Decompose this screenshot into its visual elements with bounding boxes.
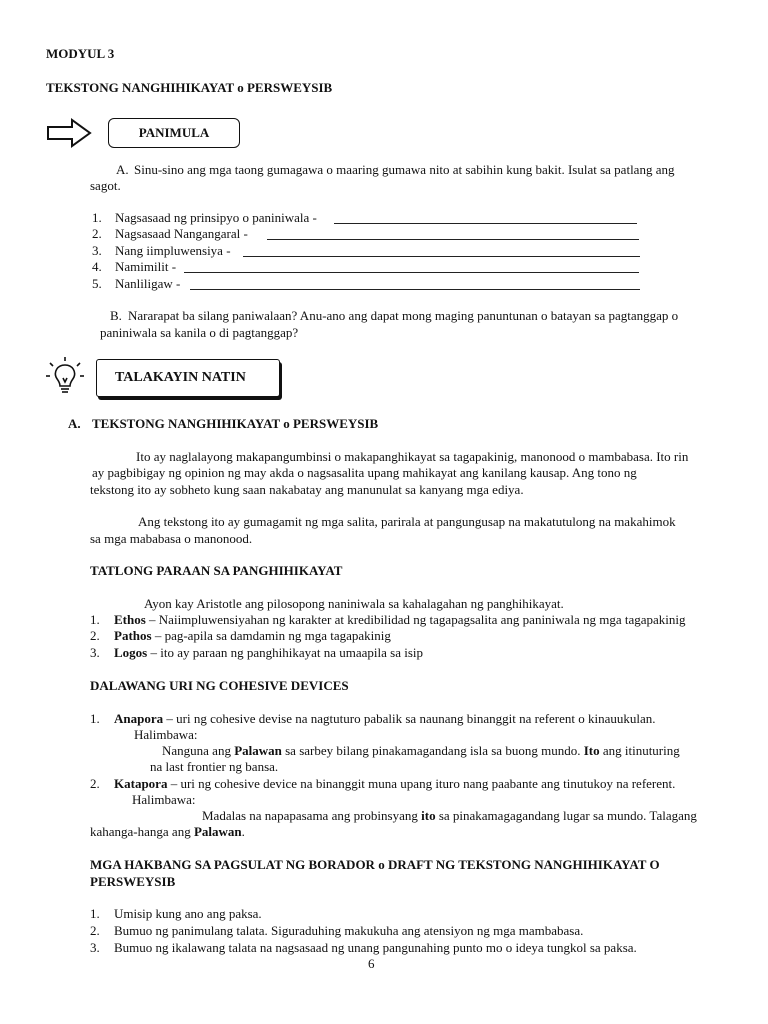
example-fragment: Madalas na napapasama ang probinsyang: [202, 808, 422, 823]
list-item: [114, 628, 391, 644]
panimula-box: [108, 118, 240, 148]
example-emphasis: Ito: [583, 743, 600, 758]
page-number: 6: [368, 956, 375, 971]
list-item-num: 1.: [90, 906, 100, 921]
example-text: [90, 824, 245, 840]
list-item-num: 3.: [92, 243, 102, 258]
panimula-b-text-2: paniniwala sa kanila o di pagtanggap?: [100, 325, 299, 340]
term: Katapora: [114, 776, 168, 791]
list-item-num: 1.: [90, 612, 100, 627]
answer-blank[interactable]: [243, 256, 640, 257]
example-emphasis: ito: [421, 808, 436, 823]
paragraph-line: tekstong ito ay sobheto kung saan nakabatay ang manunulat sa kanyang mga ediya.: [90, 482, 524, 497]
page-title: TEKSTONG NANGHIHIKAYAT o PERSWEYSIB: [46, 80, 333, 95]
paragraph-line: Ito ay naglalayong makapangumbinsi o makapanghikayat sa tagapakinig, manonood o mambabasa. Ito rin: [136, 449, 689, 464]
section-heading: DALAWANG URI NG COHESIVE DEVICES: [90, 678, 349, 693]
answer-blank[interactable]: [184, 272, 639, 273]
list-item-num: 1.: [90, 711, 100, 726]
list-item-num: 2.: [90, 923, 100, 938]
example-emphasis: Palawan: [234, 743, 282, 758]
example-text: [162, 743, 680, 759]
list-item: Bumuo ng panimulang talata. Siguraduhing makukuha ang atensiyon ng mga mambabasa.: [114, 923, 584, 938]
panimula-a-prefix: A.: [116, 162, 129, 177]
list-item: [114, 711, 656, 727]
module-label: MODYUL 3: [46, 46, 115, 61]
list-item: Namimilit -: [115, 259, 177, 274]
panimula-b-text-1: Nararapat ba silang paniwalaan? Anu-ano ang dapat mong maging panuntunan o batayan sa pagtanggap o: [128, 308, 679, 323]
example-text: na last frontier ng bansa.: [150, 759, 279, 774]
panimula-label: PANIMULA: [138, 125, 210, 140]
example-fragment: ang itinuturing: [599, 743, 680, 758]
lightbulb-icon: [44, 356, 86, 398]
section-prefix: A.: [68, 416, 81, 431]
definition: – Naiimpluwensiyahan ng karakter at kredibilidad ng tagapagsalita ang paniniwala ng mga tagapakinig: [145, 612, 686, 627]
section-heading-cont: PERSWEYSIB: [90, 874, 176, 889]
definition: – uri ng cohesive devise na nagtuturo pabalik sa naunang binanggit na referent o kinauukulan.: [163, 711, 656, 726]
definition: – uri ng cohesive device na binanggit muna upang ituro nang paabante ang tinutukoy na referent.: [167, 776, 676, 791]
definition: – ito ay paraan ng panghihikayat na umaapila sa isip: [147, 645, 424, 660]
list-item: [114, 776, 675, 792]
example-fragment: .: [241, 824, 245, 839]
list-item: Bumuo ng ikalawang talata na nagsasaad ng unang pangunahing punto mo o ideya tungkol sa paksa.: [114, 940, 637, 955]
list-item: Nang iimpluwensiya -: [115, 243, 231, 258]
paragraph-line: sa mga mababasa o manonood.: [90, 531, 253, 546]
panimula-a-text-1: Sinu-sino ang mga taong gumagawa o maaring gumawa nito at sabihin kung bakit. Isulat sa patlang ang: [134, 162, 675, 177]
list-item: Umisip kung ano ang paksa.: [114, 906, 262, 921]
definition: – pag-apila sa damdamin ng mga tagapakinig: [151, 628, 391, 643]
list-item: [114, 612, 686, 628]
term: Anapora: [114, 711, 164, 726]
talakayin-box: [96, 359, 280, 397]
example-fragment: sa sarbey bilang pinakamagandang isla sa buong mundo.: [281, 743, 584, 758]
example-label: Halimbawa:: [132, 792, 196, 807]
example-emphasis: Palawan: [193, 824, 242, 839]
list-item-num: 2.: [92, 226, 102, 241]
list-item-num: 1.: [92, 210, 102, 225]
panimula-a-text-2: sagot.: [90, 178, 121, 193]
list-item: [114, 645, 423, 661]
section-heading: TATLONG PARAAN SA PANGHIHIKAYAT: [90, 563, 343, 578]
list-item-num: 2.: [90, 776, 100, 791]
term: Ethos: [114, 612, 146, 627]
arrow-right-icon: [46, 118, 92, 148]
talakayin-label: TALAKAYIN NATIN: [115, 370, 246, 385]
example-label: Halimbawa:: [134, 727, 198, 742]
list-item-num: 2.: [90, 628, 100, 643]
list-item: Nanliligaw -: [115, 276, 181, 291]
list-item: Nagsasaad ng prinsipyo o paniniwala -: [115, 210, 317, 225]
example-fragment: Nanguna ang: [162, 743, 235, 758]
intro-text: Ayon kay Aristotle ang pilosopong naniniwala sa kahalagahan ng panghihikayat.: [144, 596, 564, 611]
list-item: Nagsasaad Nangangaral -: [115, 226, 248, 241]
answer-blank[interactable]: [334, 223, 637, 224]
paragraph-line: Ang tekstong ito ay gumagamit ng mga salita, parirala at pangungusap na makatutulong na makahimok: [138, 514, 676, 529]
list-item-num: 4.: [92, 259, 102, 274]
term: Pathos: [114, 628, 152, 643]
list-item-num: 5.: [92, 276, 102, 291]
paragraph-line: ay pagbibigay ng opinion ng may akda o nagsasalita upang mahikayat ang kanilang kausap. Ang tono ng: [92, 465, 637, 480]
panimula-b-prefix: B.: [110, 308, 122, 323]
example-text: [202, 808, 697, 824]
example-fragment: sa pinakamagagandang lugar sa mundo. Talagang: [435, 808, 697, 823]
section-heading: TEKSTONG NANGHIHIKAYAT o PERSWEYSIB: [92, 416, 379, 431]
example-fragment: kahanga-hanga ang: [90, 824, 194, 839]
term: Logos: [114, 645, 148, 660]
answer-blank[interactable]: [190, 289, 640, 290]
list-item-num: 3.: [90, 645, 100, 660]
list-item-num: 3.: [90, 940, 100, 955]
section-heading: MGA HAKBANG SA PAGSULAT NG BORADOR o DRAFT NG TEKSTONG NANGHIHIKAYAT O: [90, 857, 660, 872]
answer-blank[interactable]: [267, 239, 639, 240]
